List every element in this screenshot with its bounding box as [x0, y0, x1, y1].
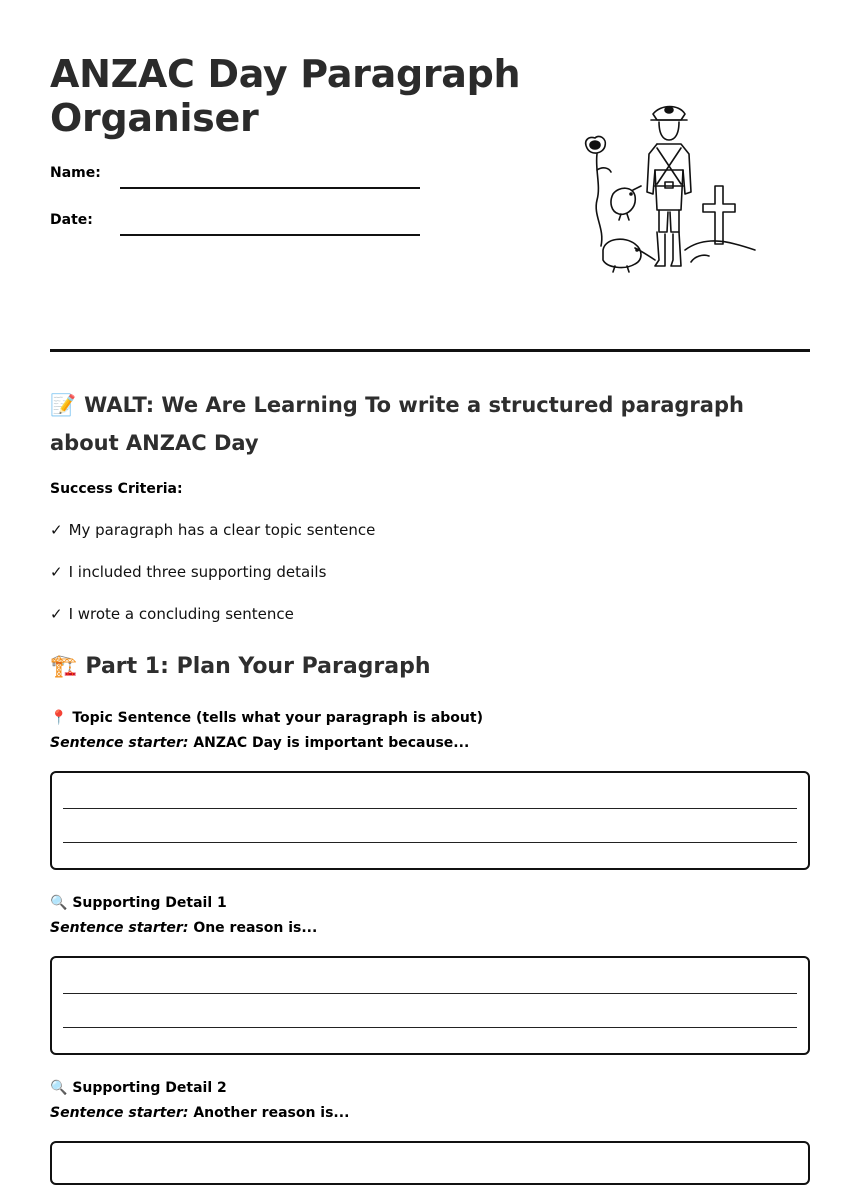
starter-label: Sentence starter: [50, 1105, 189, 1121]
date-label: Date: [50, 212, 93, 228]
anzac-soldier-illustration [575, 100, 760, 280]
part1-text: Part 1: Plan Your Paragraph [85, 654, 431, 679]
criteria-text: I wrote a concluding sentence [68, 605, 294, 623]
prompt-title-text: Supporting Detail 2 [72, 1080, 227, 1096]
starter-text: Another reason is... [193, 1105, 350, 1121]
check-mark-icon: ✓ [50, 563, 63, 581]
supporting-detail-1-prompt [50, 892, 810, 939]
soldier-icon [647, 107, 691, 267]
part1-heading [50, 650, 431, 684]
prompt-title-text: Supporting Detail 1 [72, 895, 227, 911]
kiwi-bird-ground-icon [603, 239, 655, 272]
write-line [63, 993, 797, 994]
starter-label: Sentence starter: [50, 920, 189, 936]
prompt-title [50, 892, 810, 914]
starter-text: One reason is... [193, 920, 318, 936]
construction-crane-icon: 🏗️ [50, 654, 78, 679]
prompt-title [50, 707, 810, 729]
criteria-text: My paragraph has a clear topic sentence [68, 521, 376, 539]
check-mark-icon: ✓ [50, 605, 63, 623]
page-title: ANZAC Day Paragraph Organiser [50, 52, 521, 140]
starter-label: Sentence starter: [50, 735, 189, 751]
success-criteria-list [50, 519, 375, 645]
name-field [50, 165, 430, 189]
write-line [63, 1027, 797, 1028]
prompt-title-text: Topic Sentence (tells what your paragraph is about) [72, 710, 483, 726]
supporting-detail-1-writing-box[interactable] [50, 956, 810, 1055]
sentence-starter [50, 917, 810, 939]
magnifying-glass-icon: 🔍 [50, 1080, 68, 1096]
check-mark-icon: ✓ [50, 521, 63, 539]
round-pushpin-icon: 📍 [50, 710, 68, 726]
success-criteria-heading: Success Criteria: [50, 481, 183, 497]
write-line [63, 808, 797, 809]
supporting-detail-2-writing-box[interactable] [50, 1141, 810, 1185]
name-label: Name: [50, 165, 101, 181]
walt-text: WALT: We Are Learning To write a structured paragraph about ANZAC Day [50, 393, 744, 455]
walt-heading [50, 386, 810, 462]
magnifying-glass-icon: 🔍 [50, 895, 68, 911]
poppy-icon [586, 136, 611, 246]
criteria-item [50, 561, 375, 603]
header-divider [50, 349, 810, 352]
memo-pencil-icon: 📝 [50, 393, 77, 417]
criteria-item [50, 519, 375, 561]
sentence-starter [50, 1102, 810, 1124]
supporting-detail-2-prompt [50, 1077, 810, 1124]
memorial-cross-icon [685, 186, 755, 262]
prompt-title [50, 1077, 810, 1099]
kiwi-bird-icon [611, 186, 641, 220]
date-field [50, 212, 430, 236]
write-line [63, 842, 797, 843]
sentence-starter [50, 732, 810, 754]
name-write-line[interactable] [120, 187, 420, 189]
date-write-line[interactable] [120, 234, 420, 236]
starter-text: ANZAC Day is important because... [193, 735, 470, 751]
topic-sentence-writing-box[interactable] [50, 771, 810, 870]
criteria-item [50, 603, 375, 645]
topic-sentence-prompt [50, 707, 810, 754]
criteria-text: I included three supporting details [68, 563, 327, 581]
